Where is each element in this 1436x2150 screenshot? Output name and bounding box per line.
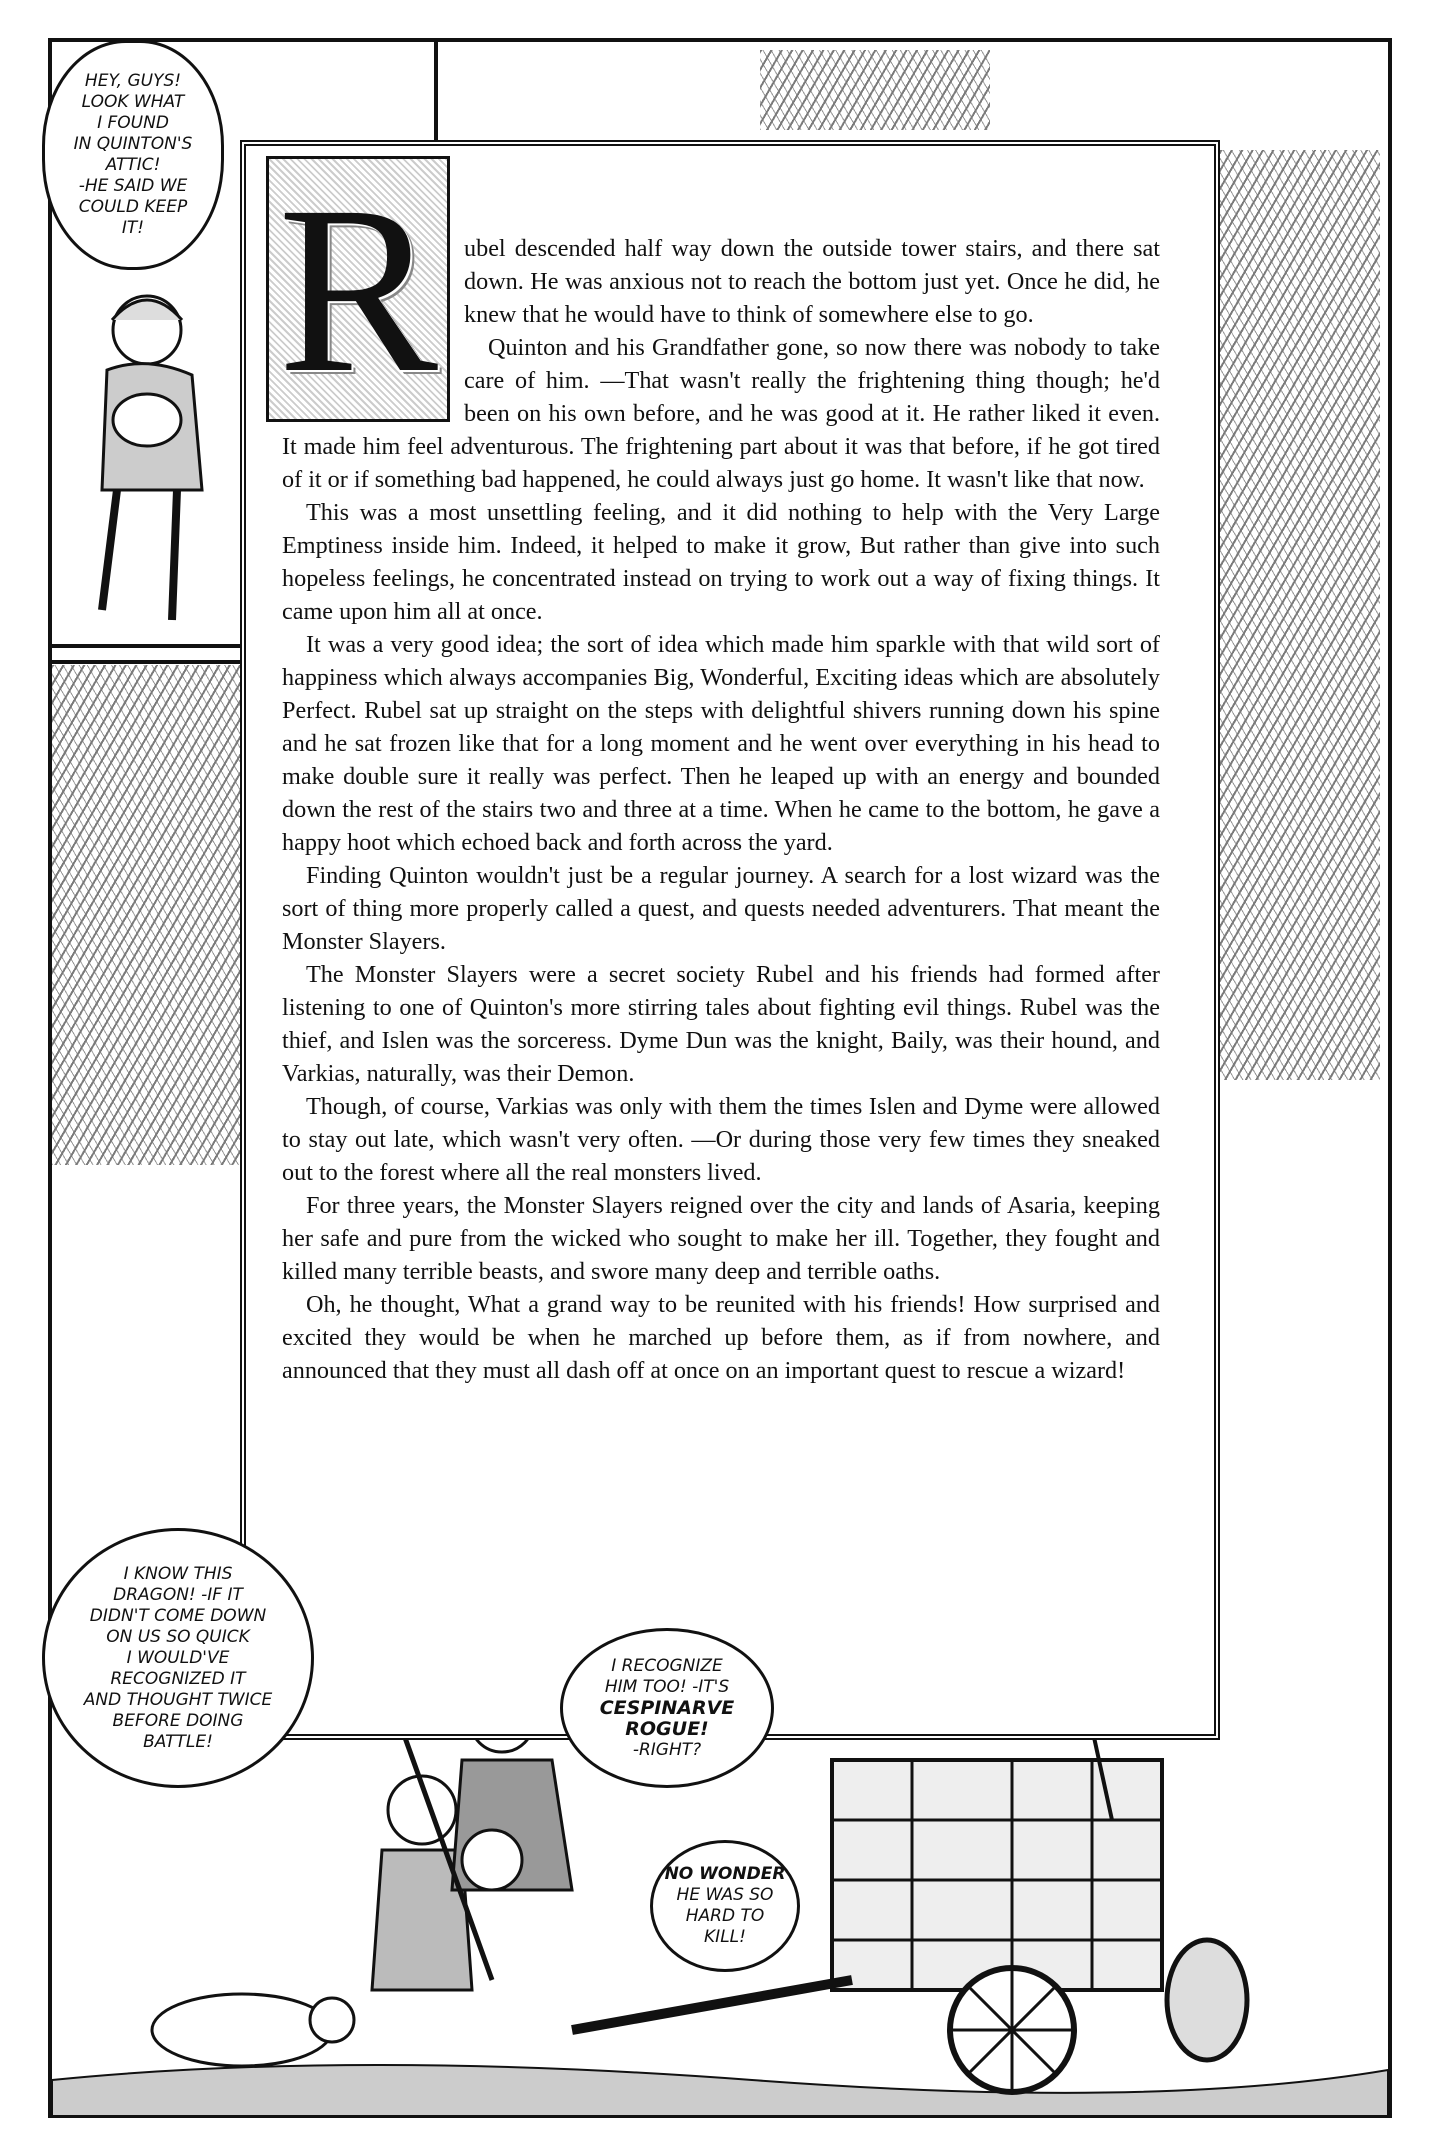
bubble-line: LOOK WHAT [81, 92, 185, 112]
bubble-line: HARD TO [685, 1906, 765, 1926]
drop-cap-letter: R [266, 156, 450, 422]
story-paragraph: The Monster Slayers were a secret society Rubel and his friends had formed after listening to one of Quinton's more stirring tales about fighting evil things. Rubel was the thief, and Islen was the sorceress. Dyme Dun was the knight, Baily, was their hound, and Varkias, naturally, was their Demon. [282, 961, 1160, 1087]
bubble-line: HIM TOO! -IT'S [604, 1676, 730, 1697]
foliage-top-center [760, 50, 990, 130]
story-paragraph: Though, of course, Varkias was only with them the times Islen and Dyme were allowed to stay out late, which wasn't very often. —Or during those very few times they sneaked out to the forest where all the real monsters lived. [282, 1093, 1160, 1186]
bubble-line: I WOULD'VE [126, 1647, 230, 1668]
bubble-line: I KNOW THIS [123, 1563, 233, 1584]
bubble-line: RECOGNIZED IT [110, 1668, 246, 1689]
bubble-line: BATTLE! [143, 1731, 213, 1752]
bubble-line: IN QUINTON'S [73, 134, 193, 154]
story-paragraph: Quinton and his Grandfather gone, so now there was nobody to take care of him. —That wasn't really the frightening thing though; he'd been on his own before, and he was good at it. He rather liked it even. It made him feel adventurous. The frightening part about it was that before, if he got tired of it or if something bad happened, he could always just go home. It wasn't like that now. [282, 334, 1160, 493]
bubble-line: ATTIC! [105, 155, 161, 175]
bubble-line: AND THOUGHT TWICE [83, 1689, 273, 1710]
bubble-line: HEY, GUYS! [84, 71, 182, 91]
story-paragraph: This was a most unsettling feeling, and it did nothing to help with the Very Large Emptiness inside him. Indeed, it helped to make it grow, But rather than give into such hopeless feelings, he concentrated instead on trying to work out a way of fixing things. It came upon him all at once. [282, 499, 1160, 625]
bubble-line: DRAGON! -IF IT [113, 1584, 243, 1605]
bubble-line: DIDN'T COME DOWN [89, 1605, 267, 1626]
bubble-line: ROGUE! [625, 1717, 709, 1740]
story-paragraph: It was a very good idea; the sort of idea which made him sparkle with that wild sort of happiness which always accompanies Big, Wonderful, Exciting ideas which are absolutely Perfect. Rubel sat up straight on the steps with delightful shivers running down his spine and he sat frozen like that for a long moment and he went over everything in his head to make double sure it really was perfect. Then he leaped up with an energy and bounded down the rest of the stairs two and three at a time. When he came to the bottom, he gave a happy hoot which echoed back and forth across the yard. [282, 631, 1160, 856]
story-paragraph: Oh, he thought, What a grand way to be reunited with his friends! How surprised and excited they would be when he marched up before them, as if from nowhere, and announced that they must all dash off at once on an important quest to rescue a wizard! [282, 1291, 1160, 1384]
speech-bubble-bottom-center [560, 1628, 774, 1788]
speech-bubble-bottom-left [42, 1528, 314, 1788]
bubble-line: I FOUND [97, 113, 169, 133]
speech-bubble-bottom-right [650, 1840, 800, 1972]
bubble-line: IT! [121, 218, 145, 238]
bubble-line: ON US SO QUICK [106, 1626, 250, 1647]
story-paragraph: For three years, the Monster Slayers reigned over the city and lands of Asaria, keeping her safe and pure from the wicked who sought to make her ill. Together, they fought and killed many terrible beasts, and swore many deep and terrible oaths. [282, 1192, 1160, 1285]
story-paragraph: ubel descended half way down the outside tower stairs, and there sat down. He was anxious not to reach the bottom just yet. Once he did, he knew that he would have to think of somewhere else to go. [464, 235, 1160, 328]
bubble-line: BEFORE DOING [112, 1710, 244, 1731]
foliage-top-right [1210, 150, 1380, 1080]
speech-bubble-top-left [42, 40, 224, 270]
bubble-line: I RECOGNIZE [611, 1655, 723, 1676]
story-paragraph: Finding Quinton wouldn't just be a regular journey. A search for a lost wizard was the sort of thing more properly called a quest, and quests needed adventurers. That meant the Monster Slayers. [282, 862, 1160, 955]
bubble-line: -RIGHT? [632, 1739, 702, 1760]
bubble-line: COULD KEEP [78, 197, 188, 217]
boy-illustration [52, 270, 232, 650]
foliage-left [52, 665, 242, 1165]
bubble-line: CESPINARVE [599, 1696, 735, 1719]
bubble-line: KILL! [704, 1927, 746, 1947]
bubble-line: NO WONDER [664, 1864, 786, 1884]
story-text [277, 156, 1160, 1387]
bubble-line: -HE SAID WE [78, 176, 188, 196]
bubble-line: HE WAS SO [676, 1885, 774, 1905]
